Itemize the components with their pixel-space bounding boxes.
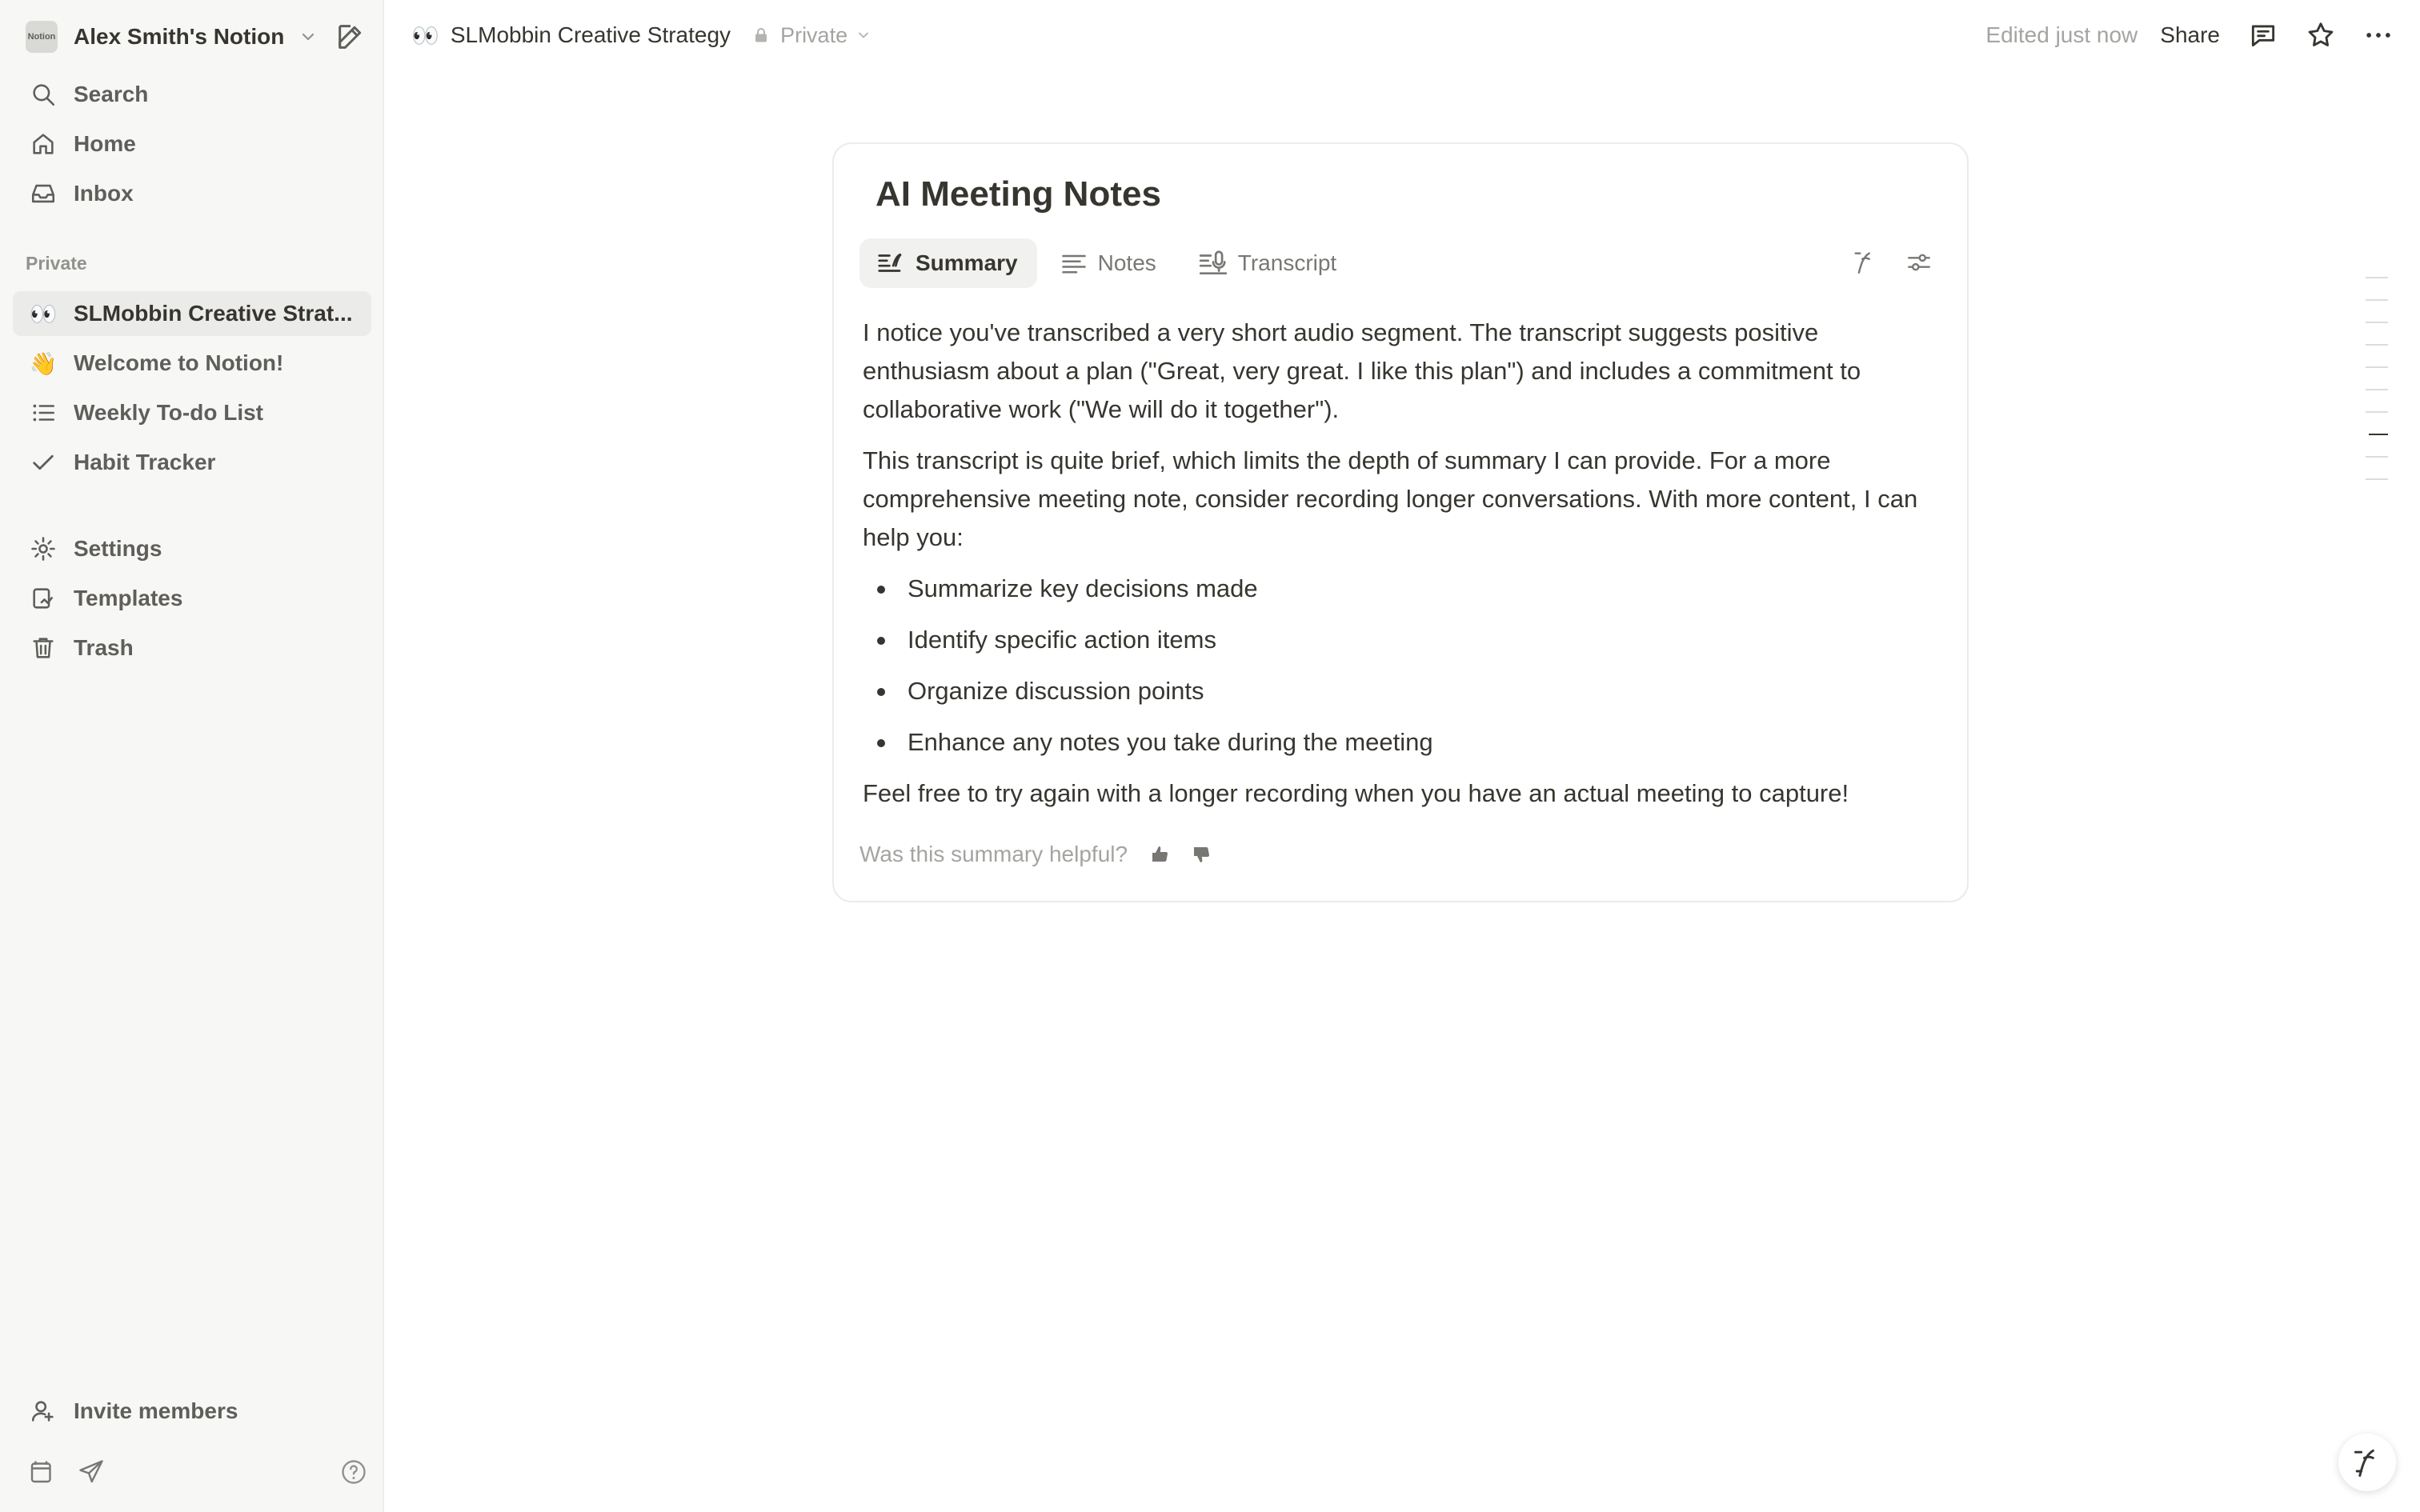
thumbs-up-icon[interactable] xyxy=(1150,845,1169,864)
list-item: Identify specific action items xyxy=(863,621,1951,659)
sidebar-item-label: Templates xyxy=(74,586,183,610)
chevron-down-icon xyxy=(298,27,318,46)
list-item: Summarize key decisions made xyxy=(863,570,1951,608)
sidebar-item-label: Invite members xyxy=(74,1398,238,1423)
inbox-icon xyxy=(29,179,58,208)
new-page-icon[interactable] xyxy=(335,21,367,53)
edited-status: Edited just now xyxy=(1985,22,2138,47)
sidebar-item-trash[interactable] xyxy=(13,626,371,670)
chevron-down-icon xyxy=(855,27,871,43)
outline-tick[interactable] xyxy=(2366,277,2388,278)
sidebar-item-label: Search xyxy=(74,82,149,106)
notes-icon xyxy=(1060,249,1088,278)
ai-meeting-notes-block xyxy=(832,142,1969,902)
sidebar-item-label: Habit Tracker xyxy=(74,450,216,474)
calendar-icon[interactable] xyxy=(27,1458,56,1486)
feedback-row xyxy=(859,842,1211,867)
workspace-avatar: Notion xyxy=(26,21,58,53)
sidebar-page-habit-tracker[interactable] xyxy=(13,440,371,485)
thumbs-down-icon[interactable] xyxy=(1192,845,1211,864)
summary-paragraph: Feel free to try again with a longer recording when you have an actual meeting to capture! xyxy=(863,779,1849,807)
tab-summary[interactable] xyxy=(859,238,1037,288)
sidebar-item-label: Welcome to Notion! xyxy=(74,350,284,375)
section-label-private[interactable]: Private xyxy=(26,253,87,274)
sidebar-item-label: Home xyxy=(74,131,136,156)
summary-bullets xyxy=(863,570,1951,762)
top-actions xyxy=(1985,18,2420,53)
invite-user-icon xyxy=(29,1397,58,1426)
sidebar-item-label: Trash xyxy=(74,635,134,660)
outline-tick[interactable] xyxy=(2366,478,2388,480)
settings-sliders-icon[interactable] xyxy=(1903,246,1935,278)
home-icon xyxy=(29,130,58,158)
tab-notes[interactable] xyxy=(1044,238,1176,288)
sidebar-item-label: Settings xyxy=(74,536,162,561)
page-title[interactable]: SLMobbin Creative Strategy xyxy=(450,22,731,47)
sidebar-item-templates[interactable] xyxy=(13,576,371,621)
share-button[interactable]: Share xyxy=(2160,22,2220,47)
more-options-icon[interactable] xyxy=(2362,19,2394,51)
outline-tick-current[interactable] xyxy=(2369,434,2388,435)
tab-label: Transcript xyxy=(1237,250,1337,275)
summary-content xyxy=(863,314,1951,826)
feedback-prompt: Was this summary helpful? xyxy=(859,842,1128,866)
summary-paragraph: I notice you've transcribed a very short audio segment. The transcript suggests positive enthusiasm about a plan ("Great, very great. I like this plan") and includes a commitment to collaborative work ("We will do it together"). xyxy=(863,318,1861,423)
tab-label: Summary xyxy=(916,250,1018,275)
ai-icon xyxy=(2350,1445,2385,1480)
sidebar-item-settings[interactable] xyxy=(13,526,371,571)
star-icon[interactable] xyxy=(2305,19,2337,51)
page-emoji: 👀 xyxy=(411,22,439,48)
privacy-label: Private xyxy=(780,22,848,47)
sidebar-item-inbox[interactable] xyxy=(13,171,371,216)
meeting-notes-tools xyxy=(1826,246,1935,278)
page-emoji: 👋 xyxy=(29,350,58,376)
notion-ai-button[interactable] xyxy=(2338,1434,2396,1491)
sidebar-item-label: SLMobbin Creative Strat... xyxy=(74,301,353,326)
outline-tick[interactable] xyxy=(2366,344,2388,346)
privacy-selector[interactable] xyxy=(751,23,871,48)
summary-paragraph: This transcript is quite brief, which limits the depth of summary I can provide. For a more comprehensive meeting note, consider recording longer conversations. With more content, I can help you: xyxy=(863,446,1918,551)
tab-transcript[interactable] xyxy=(1182,238,1356,288)
sidebar-page-welcome[interactable] xyxy=(13,341,371,386)
outline-tick[interactable] xyxy=(2366,389,2388,390)
sidebar-page-creative-strategy[interactable] xyxy=(13,291,371,336)
sidebar-item-search[interactable] xyxy=(13,72,371,117)
outline-tick[interactable] xyxy=(2366,411,2388,413)
breadcrumb[interactable] xyxy=(411,18,871,53)
page-outline[interactable] xyxy=(2366,277,2388,501)
sidebar xyxy=(0,0,384,1512)
check-icon xyxy=(29,448,58,477)
workspace-switcher[interactable] xyxy=(26,18,370,56)
sidebar-footer xyxy=(26,1453,370,1491)
outline-tick[interactable] xyxy=(2366,366,2388,368)
send-icon[interactable] xyxy=(77,1458,106,1486)
outline-tick[interactable] xyxy=(2366,456,2388,458)
sidebar-item-label: Inbox xyxy=(74,181,134,206)
summary-icon xyxy=(875,248,906,278)
outline-tick[interactable] xyxy=(2366,322,2388,323)
sidebar-item-home[interactable] xyxy=(13,122,371,166)
comments-icon[interactable] xyxy=(2247,19,2279,51)
sidebar-page-weekly-todo[interactable] xyxy=(13,390,371,435)
invite-members-button[interactable] xyxy=(13,1389,371,1434)
sidebar-item-label: Weekly To-do List xyxy=(74,400,263,425)
transcript-icon xyxy=(1198,248,1228,278)
ai-icon[interactable] xyxy=(1849,246,1881,278)
help-icon[interactable] xyxy=(339,1458,368,1486)
meeting-notes-tabs xyxy=(859,238,1362,288)
workspace-name: Alex Smith's Notion xyxy=(74,24,285,49)
list-item: Enhance any notes you take during the meeting xyxy=(863,723,1951,762)
page-emoji: 👀 xyxy=(29,301,58,326)
outline-tick[interactable] xyxy=(2366,299,2388,301)
meeting-notes-title[interactable]: AI Meeting Notes xyxy=(875,174,1161,214)
gear-icon xyxy=(29,534,58,563)
templates-icon xyxy=(29,584,58,613)
list-icon xyxy=(29,398,58,427)
search-icon xyxy=(29,80,58,109)
trash-icon xyxy=(29,634,58,662)
list-item: Organize discussion points xyxy=(863,672,1951,710)
lock-icon xyxy=(751,26,771,45)
tab-label: Notes xyxy=(1097,250,1156,275)
top-bar xyxy=(384,0,2420,70)
